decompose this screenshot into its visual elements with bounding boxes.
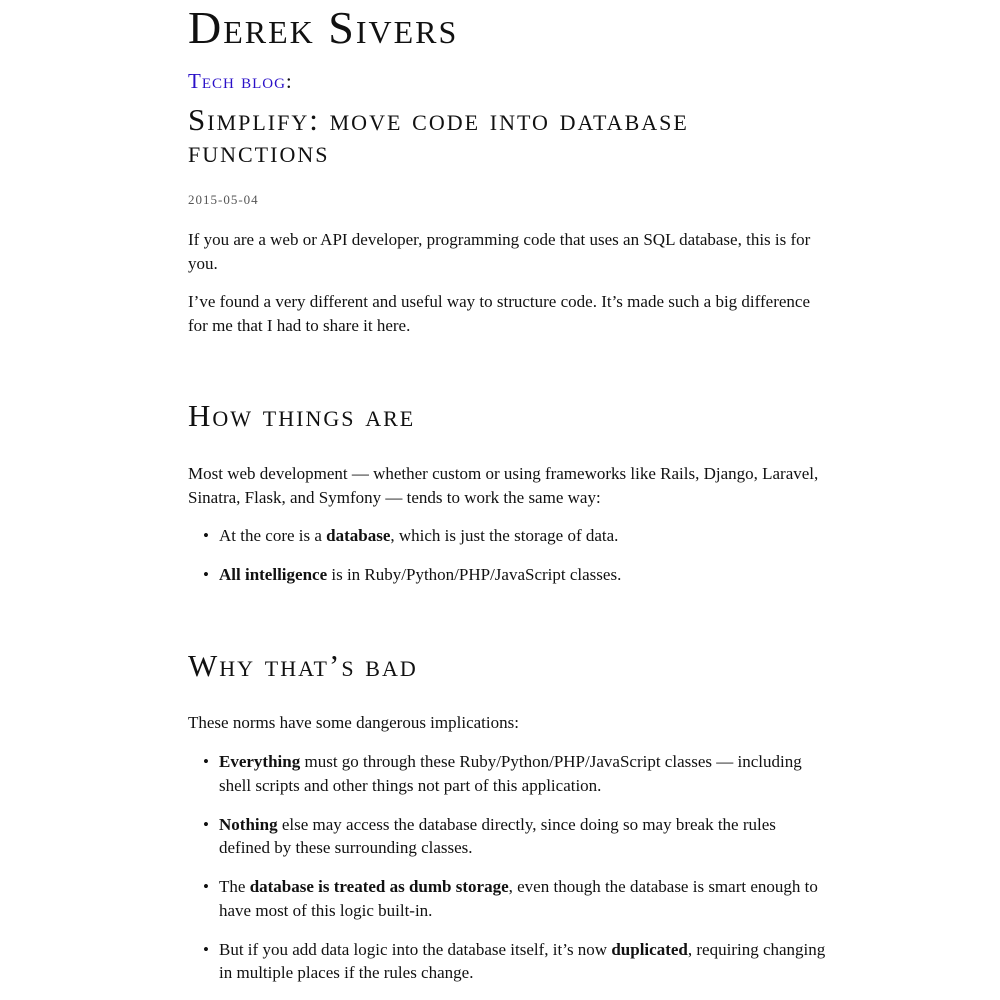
breadcrumb bbox=[188, 68, 292, 94]
bullet-icon: • bbox=[203, 526, 209, 545]
section-heading-why-thats-bad: Why that’s bad bbox=[188, 648, 418, 683]
bullet-icon: • bbox=[203, 814, 209, 834]
section-why-paragraph: These norms have some dangerous implications: bbox=[188, 713, 519, 732]
list-item: • At the core is a database, which is just the storage of data. bbox=[188, 524, 828, 548]
intro-paragraph-2: I’ve found a very different and useful way to structure code. It’s made such a big difference for me that I had to share it here. bbox=[188, 292, 810, 335]
bullet-icon: • bbox=[203, 752, 209, 771]
intro-paragraph-1: If you are a web or API developer, programming code that uses an SQL database, this is for you. bbox=[188, 230, 811, 273]
bullet-icon: • bbox=[203, 565, 209, 584]
post-title: Simplify: move code into database functions bbox=[188, 102, 689, 169]
section-how-paragraph: Most web development — whether custom or using frameworks like Rails, Django, Laravel, Sinatra, Flask, and Symfony — tends to work the same way: bbox=[188, 464, 819, 507]
list-item: • Nothing else may access the database directly, since doing so may break the rules defined by these surrounding classes. bbox=[203, 814, 776, 857]
bullet-icon: • bbox=[203, 877, 209, 896]
section-why-list bbox=[188, 750, 828, 1000]
site-title[interactable]: Derek Sivers bbox=[188, 2, 459, 53]
section-how-list bbox=[188, 524, 828, 602]
post-date: 2015-05-04 bbox=[188, 192, 259, 207]
category-link[interactable]: Tech blog bbox=[188, 69, 286, 93]
breadcrumb-separator: : bbox=[285, 69, 292, 93]
list-item: • Everything must go through these Ruby/Python/PHP/JavaScript classes — including shell scripts and other things not part of this application. bbox=[203, 752, 802, 795]
section-heading-how-things-are: How things are bbox=[188, 398, 416, 433]
list-item: • But if you add data logic into the database itself, it’s now duplicated, requiring changing in multiple places if the rules change. bbox=[203, 939, 826, 982]
bullet-icon: • bbox=[203, 939, 209, 959]
list-item: • All intelligence is in Ruby/Python/PHP/JavaScript classes. bbox=[188, 563, 828, 587]
list-item: • The database is treated as dumb storage, even though the database is smart enough to have most of this logic built-in. bbox=[203, 877, 818, 920]
